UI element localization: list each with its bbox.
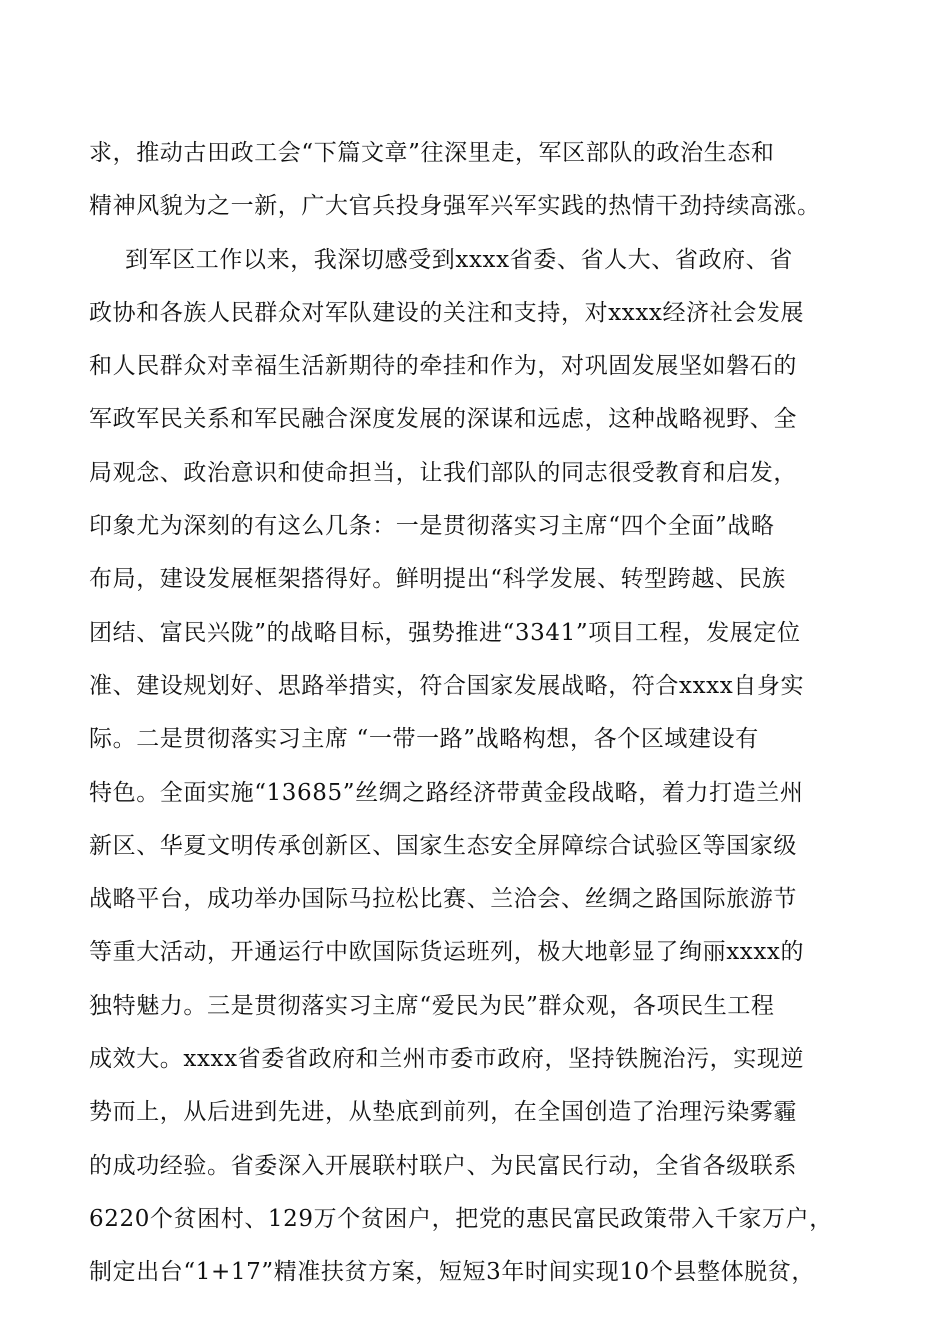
text-line: 布局，建设发展框架搭得好。鲜明提出“科学发展、转型跨越、民族 (89, 566, 786, 593)
text-line: 新区、华夏文明传承创新区、国家生态安全屏障综合试验区等国家级 (89, 832, 797, 859)
text-line: 准、建设规划好、思路举措实，符合国家发展战略，符合xxxx自身实 (89, 672, 805, 699)
paragraph-start-line: 到军区工作以来，我深切感受到xxxx省委、省人大、省政府、省 (125, 246, 793, 273)
text-line: 局观念、政治意识和使命担当，让我们部队的同志很受教育和启发， (89, 459, 797, 486)
text-line: 和人民群众对幸福生活新期待的牵挂和作为，对巩固发展坚如磐石的 (89, 353, 797, 380)
text-line: 军政军民关系和军民融合深度发展的深谋和远虑，这种战略视野、全 (89, 406, 797, 433)
text-line: 的成功经验。省委深入开展联村联户、为民富民行动，全省各级联系 (89, 1152, 797, 1179)
text-line: 独特魅力。三是贯彻落实习主席“爱民为民”群众观，各项民生工程 (89, 992, 775, 1019)
text-line: 6220个贫困村、129万个贫困户，把党的惠民富民政策带入千家万户， (89, 1205, 833, 1232)
text-line: 战略平台，成功举办国际马拉松比赛、兰洽会、丝绸之路国际旅游节 (89, 886, 797, 913)
text-line: 际。二是贯彻落实习主席 “一带一路”战略构想，各个区域建设有 (89, 726, 759, 753)
text-line: 成效大。xxxx省委省政府和兰州市委市政府，坚持铁腕治污，实现逆 (89, 1046, 805, 1073)
text-line: 特色。全面实施“13685”丝绸之路经济带黄金段战略，着力打造兰州 (89, 779, 804, 806)
body-text (89, 127, 869, 1300)
text-line: 等重大活动，开通运行中欧国际货运班列，极大地彰显了绚丽xxxx的 (89, 939, 805, 966)
text-line: 印象尤为深刻的有这么几条：一是贯彻落实习主席“四个全面”战略 (89, 513, 775, 540)
text-line: 制定出台“1+17”精准扶贫方案，短短3年时间实现10个县整体脱贫， (89, 1259, 815, 1286)
text-line: 求，推动古田政工会“下篇文章”往深里走，军区部队的政治生态和 (89, 140, 775, 166)
text-line: 势而上，从后进到先进，从垫底到前列，在全国创造了治理污染雾霾 (89, 1099, 797, 1126)
text-line: 精神风貌为之一新，广大官兵投身强军兴军实践的热情干劲持续高涨。 (89, 193, 821, 220)
text-line: 政协和各族人民群众对军队建设的关注和支持，对xxxx经济社会发展 (89, 299, 805, 326)
text-line: 团结、富民兴陇”的战略目标，强势推进“3341”项目工程，发展定位 (89, 619, 801, 646)
